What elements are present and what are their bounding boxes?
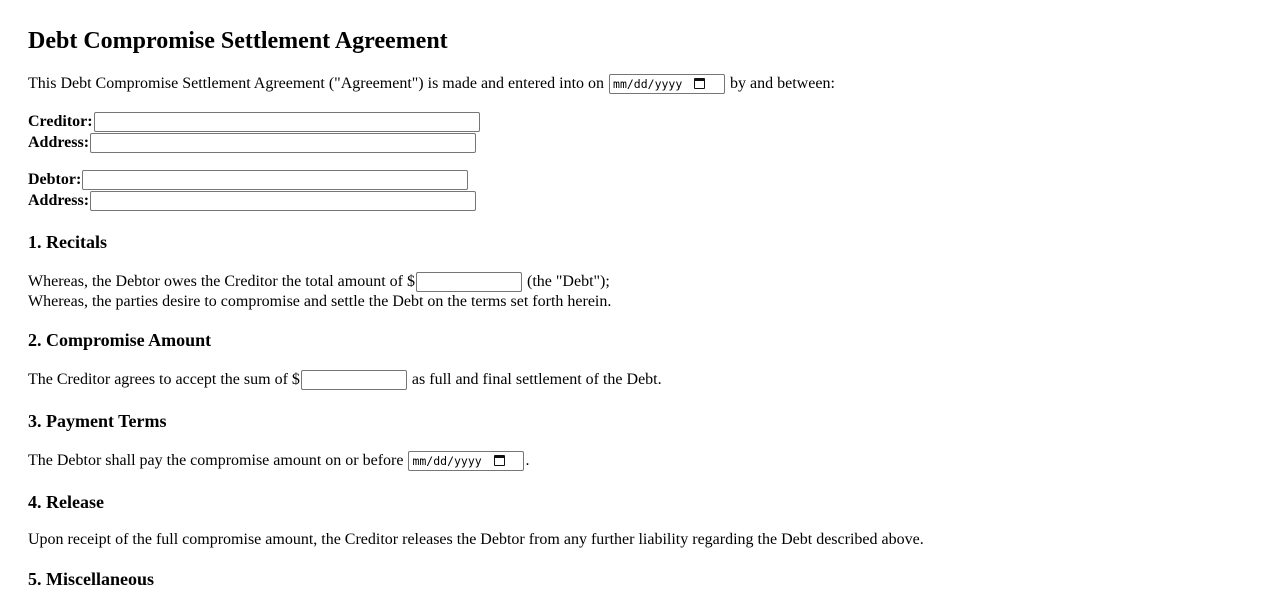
release-paragraph: Upon receipt of the full compromise amount, the Creditor releases the Debtor from any further liability regarding the Debt described above.	[28, 531, 924, 548]
debtor-address-row	[28, 191, 477, 211]
total-debt-amount-field[interactable]	[416, 272, 522, 292]
creditor-address-field[interactable]	[90, 133, 476, 153]
debtor-address-field[interactable]	[90, 191, 476, 211]
compromise-text-after: as full and final settlement of the Debt.	[411, 371, 662, 388]
recitals-heading: 1. Recitals	[28, 232, 107, 252]
creditor-row	[28, 112, 481, 132]
recitals-line-1	[28, 272, 610, 292]
compromise-amount-field[interactable]	[301, 370, 407, 390]
creditor-address-label: Address:	[28, 134, 90, 151]
payment-paragraph	[28, 451, 529, 471]
miscellaneous-heading: 5. Miscellaneous	[28, 569, 154, 589]
release-heading: 4. Release	[28, 492, 104, 512]
intro-paragraph	[28, 74, 835, 94]
debtor-row	[28, 170, 469, 190]
debtor-address-label: Address:	[28, 192, 90, 209]
intro-text-after: by and between:	[730, 75, 835, 92]
compromise-paragraph	[28, 370, 662, 390]
creditor-name-field[interactable]	[94, 112, 480, 132]
recitals-text-after: (the "Debt");	[527, 273, 610, 290]
page-title: Debt Compromise Settlement Agreement	[28, 28, 448, 54]
agreement-date-input[interactable]	[609, 74, 725, 94]
debtor-name-field[interactable]	[82, 170, 468, 190]
calendar-icon[interactable]	[494, 455, 505, 466]
creditor-label: Creditor:	[28, 113, 93, 130]
payment-text-after: .	[525, 452, 530, 469]
debtor-label: Debtor:	[28, 171, 82, 188]
recitals-line-2: Whereas, the parties desire to compromise and settle the Debt on the terms set forth herein.	[28, 293, 612, 310]
creditor-address-row	[28, 133, 477, 153]
compromise-amount-heading: 2. Compromise Amount	[28, 330, 212, 350]
intro-text-before: This Debt Compromise Settlement Agreement ("Agreement") is made and entered into on	[28, 75, 605, 92]
calendar-icon[interactable]	[694, 78, 705, 89]
agreement-date-placeholder: mm/dd/yyyy	[613, 77, 683, 92]
payment-text-before: The Debtor shall pay the compromise amount on or before	[28, 452, 404, 469]
payment-terms-heading: 3. Payment Terms	[28, 411, 167, 431]
compromise-text-before: The Creditor agrees to accept the sum of $	[28, 371, 300, 388]
payment-date-placeholder: mm/dd/yyyy	[412, 454, 482, 469]
payment-date-input[interactable]	[408, 451, 524, 471]
recitals-text-before: Whereas, the Debtor owes the Creditor the total amount of $	[28, 273, 415, 290]
